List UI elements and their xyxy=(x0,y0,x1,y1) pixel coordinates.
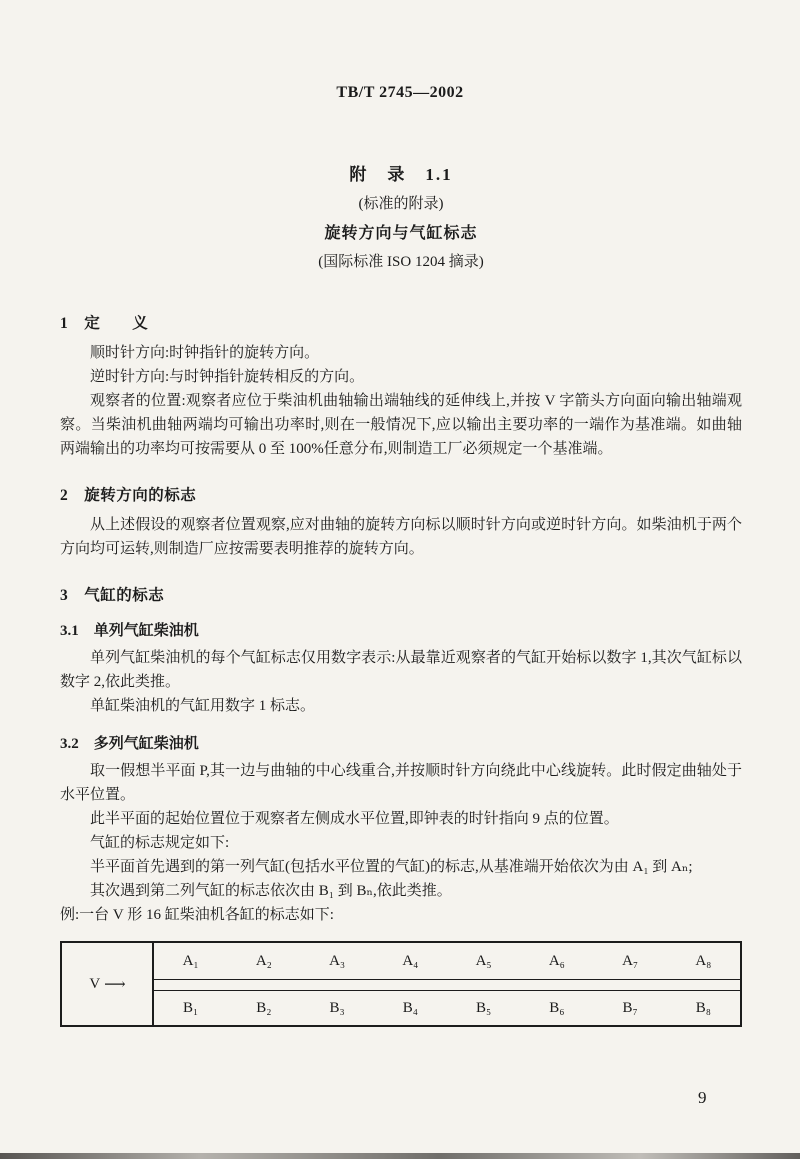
section-1-paragraph: 逆时针方向:与时钟指针旋转相反的方向。 xyxy=(90,369,365,385)
example-lead-in: 例:一台 V 形 16 缸柴油机各缸的标志如下: xyxy=(60,907,334,923)
table-cell-b5: B₅ xyxy=(476,999,492,1016)
table-rows xyxy=(154,943,740,1025)
section-3-2-paragraph: 气缸的标志规定如下: xyxy=(90,835,230,851)
table-row-a xyxy=(154,943,740,980)
table-v-cell xyxy=(62,943,154,1025)
section-3-2-heading: 3.2 多列气缸柴油机 xyxy=(60,736,199,752)
section-2-paragraph: 从上述假设的观察者位置观察,应对曲轴的旋转方向标以顺时针方向或逆时针方向。如柴油机于两个方向均可运转,则制造厂应按需要表明推荐的旋转方向。 xyxy=(60,517,742,557)
appendix-subtitle: (标准的附录) xyxy=(358,196,444,212)
table-cell-a4: A₄ xyxy=(402,952,419,969)
v-label: V xyxy=(89,975,101,992)
section-3-2-paragraph: 此半平面的起始位置位于观察者左侧成水平位置,即钟表的时针指向 9 点的位置。 xyxy=(90,811,619,827)
table-cell-a8: A₈ xyxy=(695,952,712,969)
section-1-heading: 1 定 义 xyxy=(60,315,149,332)
table-cell-b3: B₃ xyxy=(329,999,345,1016)
table-cell-a2: A₂ xyxy=(255,952,272,969)
section-3-2-paragraph: 其次遇到第二列气缸的标志依次由 B₁ 到 Bₙ,依此类推。 xyxy=(90,883,452,899)
table-row-b xyxy=(154,991,740,1025)
table-cell-b8: B₈ xyxy=(695,999,711,1016)
standard-number-header: TB/T 2745—2002 xyxy=(336,84,464,101)
scan-artifact xyxy=(0,1153,800,1159)
section-3-heading: 3 气缸的标志 xyxy=(60,587,165,604)
section-3-1-paragraph: 单缸柴油机的气缸用数字 1 标志。 xyxy=(90,698,316,714)
section-3-2-paragraph: 取一假想半平面 P,其一边与曲轴的中心线重合,并按顺时针方向绕此中心线旋转。此时假定曲轴处于水平位置。 xyxy=(60,763,742,803)
table-cell-a3: A₃ xyxy=(329,952,346,969)
section-2-heading: 2 旋转方向的标志 xyxy=(60,487,197,504)
cylinder-mark-table xyxy=(60,941,742,1027)
section-3-1-heading: 3.1 单列气缸柴油机 xyxy=(60,623,199,639)
appendix-title: 附 录 1.1 xyxy=(349,165,453,184)
table-cell-a5: A₅ xyxy=(475,952,492,969)
title-block xyxy=(60,160,742,271)
section-3-1-paragraph: 单列气缸柴油机的每个气缸标志仅用数字表示:从最靠近观察者的气缸开始标以数字 1,其次气缸标以数字 2,依此类推。 xyxy=(60,650,742,690)
section-1-paragraph: 观察者的位置:观察者应位于柴油机曲轴输出端轴线的延伸线上,并按 V 字箭头方向面向输出轴端观察。当柴油机曲轴两端均可输出功率时,则在一般情况下,应以输出主要功率的一端作为基准端。如曲轴两端输出的功率均可按需要从 0 至 100%任意分布,则制造工厂必须规定一个基准端。 xyxy=(60,393,742,457)
table-cell-b6: B₆ xyxy=(549,999,565,1016)
table-cell-a7: A₇ xyxy=(622,952,639,969)
page-number: 9 xyxy=(698,1088,707,1107)
appendix-source-note: (国际标准 ISO 1204 摘录) xyxy=(318,254,484,270)
table-cell-b4: B₄ xyxy=(402,999,418,1016)
right-arrow-icon: ⟶ xyxy=(104,976,125,993)
table-cell-b1: B₁ xyxy=(183,999,199,1016)
section-3-2-paragraph: 半平面首先遇到的第一列气缸(包括水平位置的气缸)的标志,从基准端开始依次为由 A₁ 到 Aₙ; xyxy=(90,859,693,875)
page-content xyxy=(60,160,742,1027)
table-cell-a6: A₆ xyxy=(548,952,565,969)
section-1-paragraph: 顺时针方向:时钟指针的旋转方向。 xyxy=(90,345,320,361)
table-cell-a1: A₁ xyxy=(182,952,199,969)
table-cell-b2: B₂ xyxy=(256,999,272,1016)
table-spacer-row xyxy=(154,980,740,991)
appendix-main-title: 旋转方向与气缸标志 xyxy=(324,225,478,242)
table-cell-b7: B₇ xyxy=(622,999,638,1016)
